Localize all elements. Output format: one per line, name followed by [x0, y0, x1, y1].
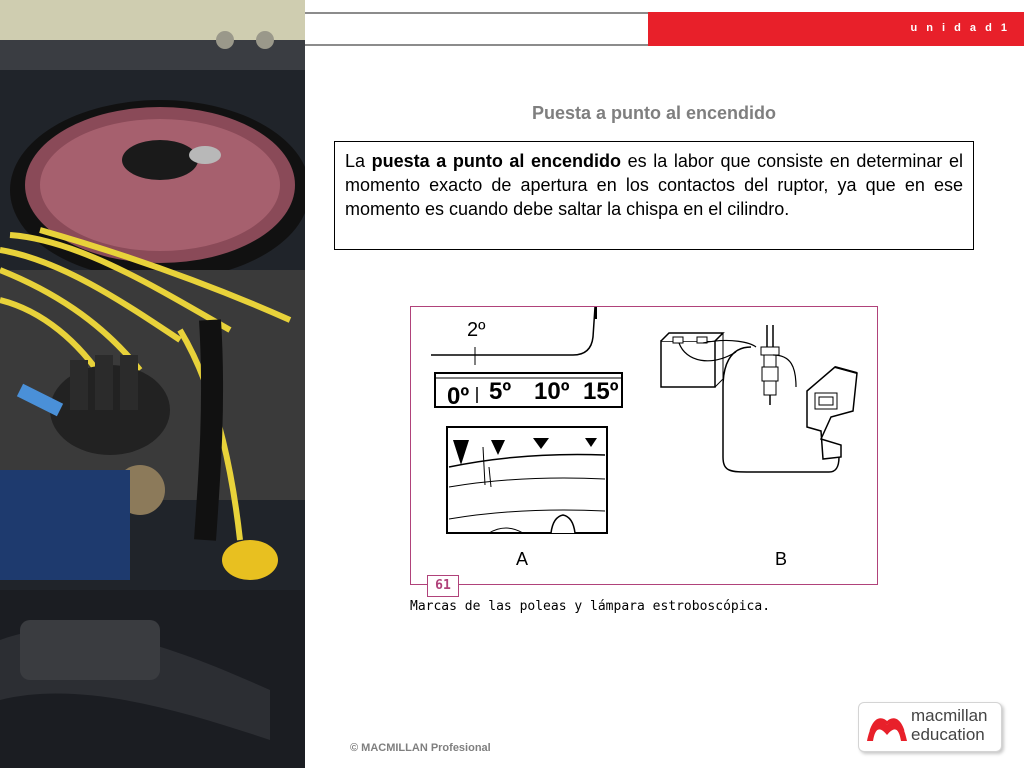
figure-frame: [410, 306, 878, 585]
logo-wordmark: [911, 706, 988, 744]
scale-mark-5: 5º: [489, 378, 512, 405]
slide-title: Puesta a punto al encendido: [531, 103, 777, 123]
figure-number: 61: [427, 575, 459, 597]
reference-pointer-line: [431, 307, 595, 355]
logo-line-2: education: [911, 725, 985, 744]
logo-line-1: macmillan: [911, 706, 988, 725]
definition-term: puesta a punto al encendido: [371, 151, 622, 171]
figure-caption: Marcas de las poleas y lámpara estroboscópica.: [410, 599, 771, 614]
angle-label: 2º: [467, 319, 486, 341]
unit-label: u n i d a d 1: [910, 22, 1010, 34]
header-bar: [305, 12, 648, 46]
scale-mark-0: 0º: [447, 383, 470, 410]
engine-photo: [0, 0, 305, 768]
macmillan-logo-mark: [865, 707, 909, 747]
definition-prefix: La: [345, 151, 372, 171]
timing-diagram: [411, 307, 877, 584]
definition-text: es la labor que consiste en determinar el momento exacto de apertura en los contactos del ruptor, ya que en ese momento es cuando debe saltar la chispa en el cilindro.: [345, 151, 964, 219]
scale-mark-10: 10º: [534, 378, 570, 405]
pulley-detail: [447, 427, 607, 533]
macmillan-logo: [858, 702, 1002, 752]
battery-icon: [661, 341, 715, 387]
unit-banner: [648, 12, 1024, 46]
engine-illustration: [0, 0, 305, 768]
scale-mark-15: 15º: [583, 378, 619, 405]
label-b: B: [775, 549, 788, 569]
label-a: A: [516, 549, 529, 569]
copyright-footer: © MACMILLAN Profesional: [350, 742, 491, 754]
strobe-lamp-icon: [807, 367, 857, 459]
definition-box: [334, 141, 974, 250]
spark-plug-icon: [761, 347, 779, 355]
